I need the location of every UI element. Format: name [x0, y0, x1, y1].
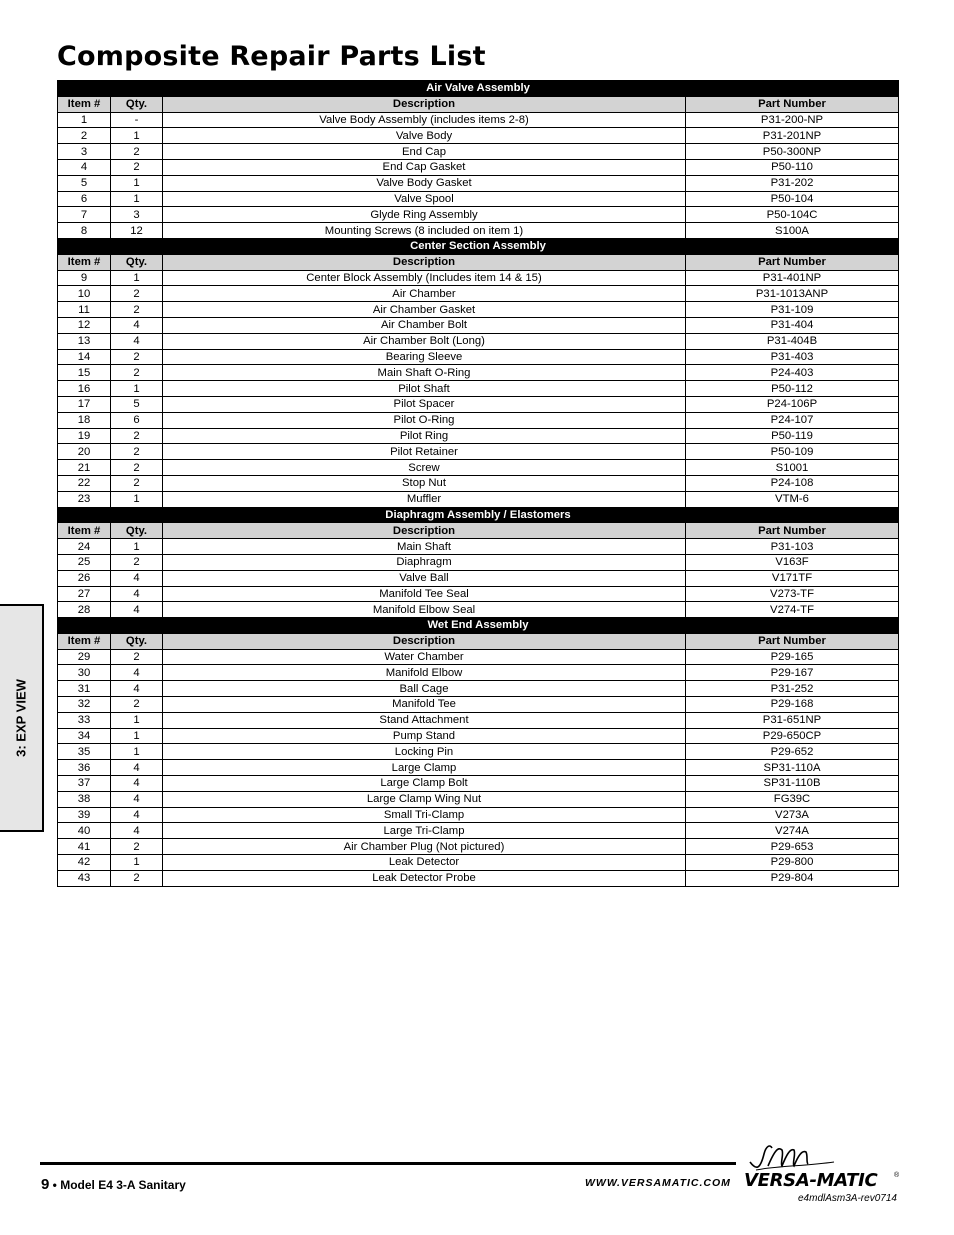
cell-item-number: 31	[58, 681, 111, 697]
registered-mark: ®	[894, 1172, 900, 1179]
column-header-item-number: Item #	[58, 633, 111, 649]
section-header-row	[58, 238, 899, 254]
cell-description: Muffler	[163, 491, 686, 507]
cell-quantity: 1	[111, 191, 163, 207]
table-row	[58, 839, 899, 855]
cell-quantity: 2	[111, 444, 163, 460]
page-number: 9	[41, 1176, 50, 1193]
cell-quantity: 4	[111, 823, 163, 839]
cell-description: Large Clamp	[163, 760, 686, 776]
table-row	[58, 317, 899, 333]
cell-part-number: V274A	[686, 823, 899, 839]
cell-part-number: P31-202	[686, 175, 899, 191]
cell-item-number: 30	[58, 665, 111, 681]
cell-part-number: P31-109	[686, 302, 899, 318]
cell-quantity: 4	[111, 776, 163, 792]
table-row	[58, 175, 899, 191]
cell-quantity: -	[111, 112, 163, 128]
column-header-row	[58, 633, 899, 649]
cell-description: Leak Detector Probe	[163, 870, 686, 886]
table-row	[58, 396, 899, 412]
column-header-quantity: Qty.	[111, 254, 163, 270]
table-row	[58, 554, 899, 570]
cell-quantity: 4	[111, 760, 163, 776]
cell-description: Bearing Sleeve	[163, 349, 686, 365]
table-row	[58, 681, 899, 697]
cell-description: Main Shaft O-Ring	[163, 365, 686, 381]
cell-part-number: P31-103	[686, 539, 899, 555]
section-title: Center Section Assembly	[58, 238, 899, 254]
cell-quantity: 1	[111, 728, 163, 744]
cell-description: Ball Cage	[163, 681, 686, 697]
cell-quantity: 1	[111, 128, 163, 144]
cell-part-number: P29-804	[686, 870, 899, 886]
cell-part-number: P50-300NP	[686, 144, 899, 160]
cell-part-number: P31-651NP	[686, 712, 899, 728]
cell-item-number: 7	[58, 207, 111, 223]
table-row	[58, 270, 899, 286]
cell-description: Diaphragm	[163, 554, 686, 570]
section-header-row	[58, 81, 899, 97]
cell-description: Pump Stand	[163, 728, 686, 744]
cell-description: Large Tri-Clamp	[163, 823, 686, 839]
table-row	[58, 428, 899, 444]
cell-item-number: 33	[58, 712, 111, 728]
cell-part-number: V273A	[686, 807, 899, 823]
column-header-item-number: Item #	[58, 254, 111, 270]
cell-item-number: 14	[58, 349, 111, 365]
cell-description: Stop Nut	[163, 475, 686, 491]
table-row	[58, 602, 899, 618]
table-row	[58, 460, 899, 476]
cell-quantity: 4	[111, 602, 163, 618]
cell-description: Mounting Screws (8 included on item 1)	[163, 223, 686, 239]
footer-rule	[40, 1162, 736, 1165]
cell-quantity: 4	[111, 791, 163, 807]
cell-item-number: 24	[58, 539, 111, 555]
cell-description: Stand Attachment	[163, 712, 686, 728]
cell-description: Locking Pin	[163, 744, 686, 760]
cell-quantity: 1	[111, 491, 163, 507]
table-row	[58, 791, 899, 807]
document-code: e4mdlAsm3A-rev0714	[798, 1193, 897, 1204]
cell-part-number: P29-653	[686, 839, 899, 855]
table-row	[58, 475, 899, 491]
cell-description: Air Chamber Bolt (Long)	[163, 333, 686, 349]
cell-quantity: 1	[111, 744, 163, 760]
cell-item-number: 37	[58, 776, 111, 792]
column-header-description: Description	[163, 523, 686, 539]
cell-part-number: V274-TF	[686, 602, 899, 618]
cell-item-number: 13	[58, 333, 111, 349]
cell-quantity: 4	[111, 586, 163, 602]
table-row	[58, 223, 899, 239]
cell-quantity: 3	[111, 207, 163, 223]
table-row	[58, 302, 899, 318]
table-row	[58, 570, 899, 586]
cell-quantity: 6	[111, 412, 163, 428]
cell-quantity: 2	[111, 159, 163, 175]
cell-item-number: 36	[58, 760, 111, 776]
cell-part-number: P29-652	[686, 744, 899, 760]
cell-quantity: 5	[111, 396, 163, 412]
cell-item-number: 27	[58, 586, 111, 602]
cell-quantity: 4	[111, 333, 163, 349]
cell-description: Manifold Elbow Seal	[163, 602, 686, 618]
cell-part-number: P31-404B	[686, 333, 899, 349]
table-row	[58, 807, 899, 823]
cell-description: Pilot Ring	[163, 428, 686, 444]
column-header-quantity: Qty.	[111, 633, 163, 649]
cell-quantity: 2	[111, 554, 163, 570]
cell-part-number: FG39C	[686, 791, 899, 807]
table-row	[58, 412, 899, 428]
cell-description: Air Chamber Gasket	[163, 302, 686, 318]
cell-item-number: 6	[58, 191, 111, 207]
cell-quantity: 1	[111, 539, 163, 555]
cell-item-number: 43	[58, 870, 111, 886]
cell-description: Air Chamber	[163, 286, 686, 302]
parts-list-body	[58, 81, 899, 887]
cell-item-number: 16	[58, 381, 111, 397]
column-header-description: Description	[163, 254, 686, 270]
vm-monogram-icon	[746, 1140, 836, 1174]
cell-description: Valve Ball	[163, 570, 686, 586]
column-header-description: Description	[163, 633, 686, 649]
cell-part-number: VTM-6	[686, 491, 899, 507]
cell-quantity: 2	[111, 365, 163, 381]
column-header-row	[58, 96, 899, 112]
cell-description: Pilot Shaft	[163, 381, 686, 397]
column-header-description: Description	[163, 96, 686, 112]
cell-item-number: 17	[58, 396, 111, 412]
cell-part-number: P31-404	[686, 317, 899, 333]
cell-item-number: 10	[58, 286, 111, 302]
cell-part-number: P50-109	[686, 444, 899, 460]
cell-quantity: 4	[111, 317, 163, 333]
model-label: • Model E4 3-A Sanitary	[49, 1178, 186, 1192]
cell-description: Valve Body Gasket	[163, 175, 686, 191]
cell-description: Main Shaft	[163, 539, 686, 555]
cell-item-number: 18	[58, 412, 111, 428]
cell-quantity: 2	[111, 428, 163, 444]
cell-description: Valve Spool	[163, 191, 686, 207]
table-row	[58, 728, 899, 744]
cell-description: Manifold Tee Seal	[163, 586, 686, 602]
logo-wordmark: VERSA-MATIC	[744, 1170, 878, 1191]
cell-item-number: 25	[58, 554, 111, 570]
cell-item-number: 21	[58, 460, 111, 476]
table-row	[58, 112, 899, 128]
cell-description: Pilot Retainer	[163, 444, 686, 460]
column-header-part-number: Part Number	[686, 254, 899, 270]
table-row	[58, 159, 899, 175]
cell-part-number: P31-403	[686, 349, 899, 365]
cell-part-number: S1001	[686, 460, 899, 476]
cell-description: Pilot O-Ring	[163, 412, 686, 428]
cell-quantity: 1	[111, 175, 163, 191]
cell-item-number: 1	[58, 112, 111, 128]
column-header-part-number: Part Number	[686, 633, 899, 649]
cell-item-number: 28	[58, 602, 111, 618]
column-header-item-number: Item #	[58, 523, 111, 539]
cell-item-number: 9	[58, 270, 111, 286]
cell-part-number: SP31-110B	[686, 776, 899, 792]
cell-quantity: 4	[111, 807, 163, 823]
cell-item-number: 40	[58, 823, 111, 839]
cell-item-number: 20	[58, 444, 111, 460]
cell-description: Large Clamp Wing Nut	[163, 791, 686, 807]
cell-item-number: 23	[58, 491, 111, 507]
parts-list-table	[57, 80, 899, 887]
page-title: Composite Repair Parts List	[57, 41, 486, 72]
cell-part-number: P29-167	[686, 665, 899, 681]
cell-part-number: P29-650CP	[686, 728, 899, 744]
cell-part-number: P31-201NP	[686, 128, 899, 144]
cell-description: Leak Detector	[163, 855, 686, 871]
cell-item-number: 29	[58, 649, 111, 665]
table-row	[58, 649, 899, 665]
cell-item-number: 12	[58, 317, 111, 333]
section-header-row	[58, 618, 899, 634]
cell-description: Glyde Ring Assembly	[163, 207, 686, 223]
section-title: Wet End Assembly	[58, 618, 899, 634]
cell-description: Screw	[163, 460, 686, 476]
column-header-part-number: Part Number	[686, 96, 899, 112]
section-header-row	[58, 507, 899, 523]
column-header-row	[58, 523, 899, 539]
cell-description: Air Chamber Bolt	[163, 317, 686, 333]
cell-quantity: 2	[111, 697, 163, 713]
cell-item-number: 39	[58, 807, 111, 823]
table-row	[58, 539, 899, 555]
cell-description: Small Tri-Clamp	[163, 807, 686, 823]
cell-quantity: 2	[111, 302, 163, 318]
cell-part-number: P50-110	[686, 159, 899, 175]
cell-item-number: 32	[58, 697, 111, 713]
table-row	[58, 286, 899, 302]
cell-description: Air Chamber Plug (Not pictured)	[163, 839, 686, 855]
cell-part-number: V171TF	[686, 570, 899, 586]
table-row	[58, 333, 899, 349]
column-header-quantity: Qty.	[111, 96, 163, 112]
cell-quantity: 2	[111, 349, 163, 365]
cell-part-number: P24-108	[686, 475, 899, 491]
cell-quantity: 2	[111, 649, 163, 665]
brand-logo	[744, 1140, 904, 1190]
cell-description: Manifold Elbow	[163, 665, 686, 681]
cell-part-number: P29-165	[686, 649, 899, 665]
cell-item-number: 4	[58, 159, 111, 175]
cell-quantity: 1	[111, 381, 163, 397]
column-header-item-number: Item #	[58, 96, 111, 112]
table-row	[58, 823, 899, 839]
cell-item-number: 41	[58, 839, 111, 855]
column-header-part-number: Part Number	[686, 523, 899, 539]
table-row	[58, 855, 899, 871]
cell-part-number: P50-104C	[686, 207, 899, 223]
cell-quantity: 2	[111, 286, 163, 302]
table-row	[58, 381, 899, 397]
cell-description: Large Clamp Bolt	[163, 776, 686, 792]
cell-item-number: 34	[58, 728, 111, 744]
table-row	[58, 697, 899, 713]
cell-part-number: P24-107	[686, 412, 899, 428]
column-header-quantity: Qty.	[111, 523, 163, 539]
cell-part-number: P31-252	[686, 681, 899, 697]
table-row	[58, 365, 899, 381]
cell-quantity: 2	[111, 144, 163, 160]
cell-item-number: 8	[58, 223, 111, 239]
cell-part-number: P24-106P	[686, 396, 899, 412]
cell-quantity: 1	[111, 712, 163, 728]
table-row	[58, 444, 899, 460]
cell-quantity: 4	[111, 681, 163, 697]
cell-description: Valve Body Assembly (includes items 2-8)	[163, 112, 686, 128]
section-side-tab	[0, 604, 44, 832]
column-header-row	[58, 254, 899, 270]
cell-description: End Cap	[163, 144, 686, 160]
cell-item-number: 22	[58, 475, 111, 491]
table-row	[58, 207, 899, 223]
table-row	[58, 665, 899, 681]
cell-part-number: SP31-110A	[686, 760, 899, 776]
table-row	[58, 870, 899, 886]
table-row	[58, 491, 899, 507]
cell-description: Manifold Tee	[163, 697, 686, 713]
table-row	[58, 144, 899, 160]
cell-description: Pilot Spacer	[163, 396, 686, 412]
website-link[interactable]: WWW.VERSAMATIC.COM	[585, 1177, 731, 1189]
cell-quantity: 4	[111, 570, 163, 586]
cell-quantity: 4	[111, 665, 163, 681]
cell-item-number: 42	[58, 855, 111, 871]
cell-description: Center Block Assembly (Includes item 14 & 15)	[163, 270, 686, 286]
cell-part-number: V163F	[686, 554, 899, 570]
cell-quantity: 2	[111, 460, 163, 476]
table-row	[58, 128, 899, 144]
section-title: Diaphragm Assembly / Elastomers	[58, 507, 899, 523]
cell-item-number: 35	[58, 744, 111, 760]
cell-item-number: 26	[58, 570, 111, 586]
cell-part-number: P29-168	[686, 697, 899, 713]
cell-item-number: 3	[58, 144, 111, 160]
table-row	[58, 191, 899, 207]
cell-part-number: P50-119	[686, 428, 899, 444]
cell-item-number: 2	[58, 128, 111, 144]
cell-item-number: 5	[58, 175, 111, 191]
table-row	[58, 776, 899, 792]
table-row	[58, 712, 899, 728]
cell-description: Valve Body	[163, 128, 686, 144]
table-row	[58, 349, 899, 365]
cell-part-number: P31-200-NP	[686, 112, 899, 128]
cell-part-number: P24-403	[686, 365, 899, 381]
cell-quantity: 2	[111, 839, 163, 855]
cell-part-number: P31-401NP	[686, 270, 899, 286]
cell-item-number: 15	[58, 365, 111, 381]
cell-item-number: 19	[58, 428, 111, 444]
table-row	[58, 760, 899, 776]
cell-quantity: 2	[111, 870, 163, 886]
cell-part-number: P50-104	[686, 191, 899, 207]
table-row	[58, 744, 899, 760]
cell-item-number: 38	[58, 791, 111, 807]
cell-part-number: P29-800	[686, 855, 899, 871]
cell-quantity: 12	[111, 223, 163, 239]
cell-part-number: P31-1013ANP	[686, 286, 899, 302]
side-tab-label: 3: EXP VIEW	[13, 679, 29, 757]
cell-description: Water Chamber	[163, 649, 686, 665]
section-title: Air Valve Assembly	[58, 81, 899, 97]
table-row	[58, 586, 899, 602]
cell-description: End Cap Gasket	[163, 159, 686, 175]
cell-part-number: P50-112	[686, 381, 899, 397]
cell-part-number: S100A	[686, 223, 899, 239]
cell-item-number: 11	[58, 302, 111, 318]
cell-quantity: 2	[111, 475, 163, 491]
footer-page-info	[41, 1176, 186, 1193]
cell-part-number: V273-TF	[686, 586, 899, 602]
cell-quantity: 1	[111, 855, 163, 871]
cell-quantity: 1	[111, 270, 163, 286]
